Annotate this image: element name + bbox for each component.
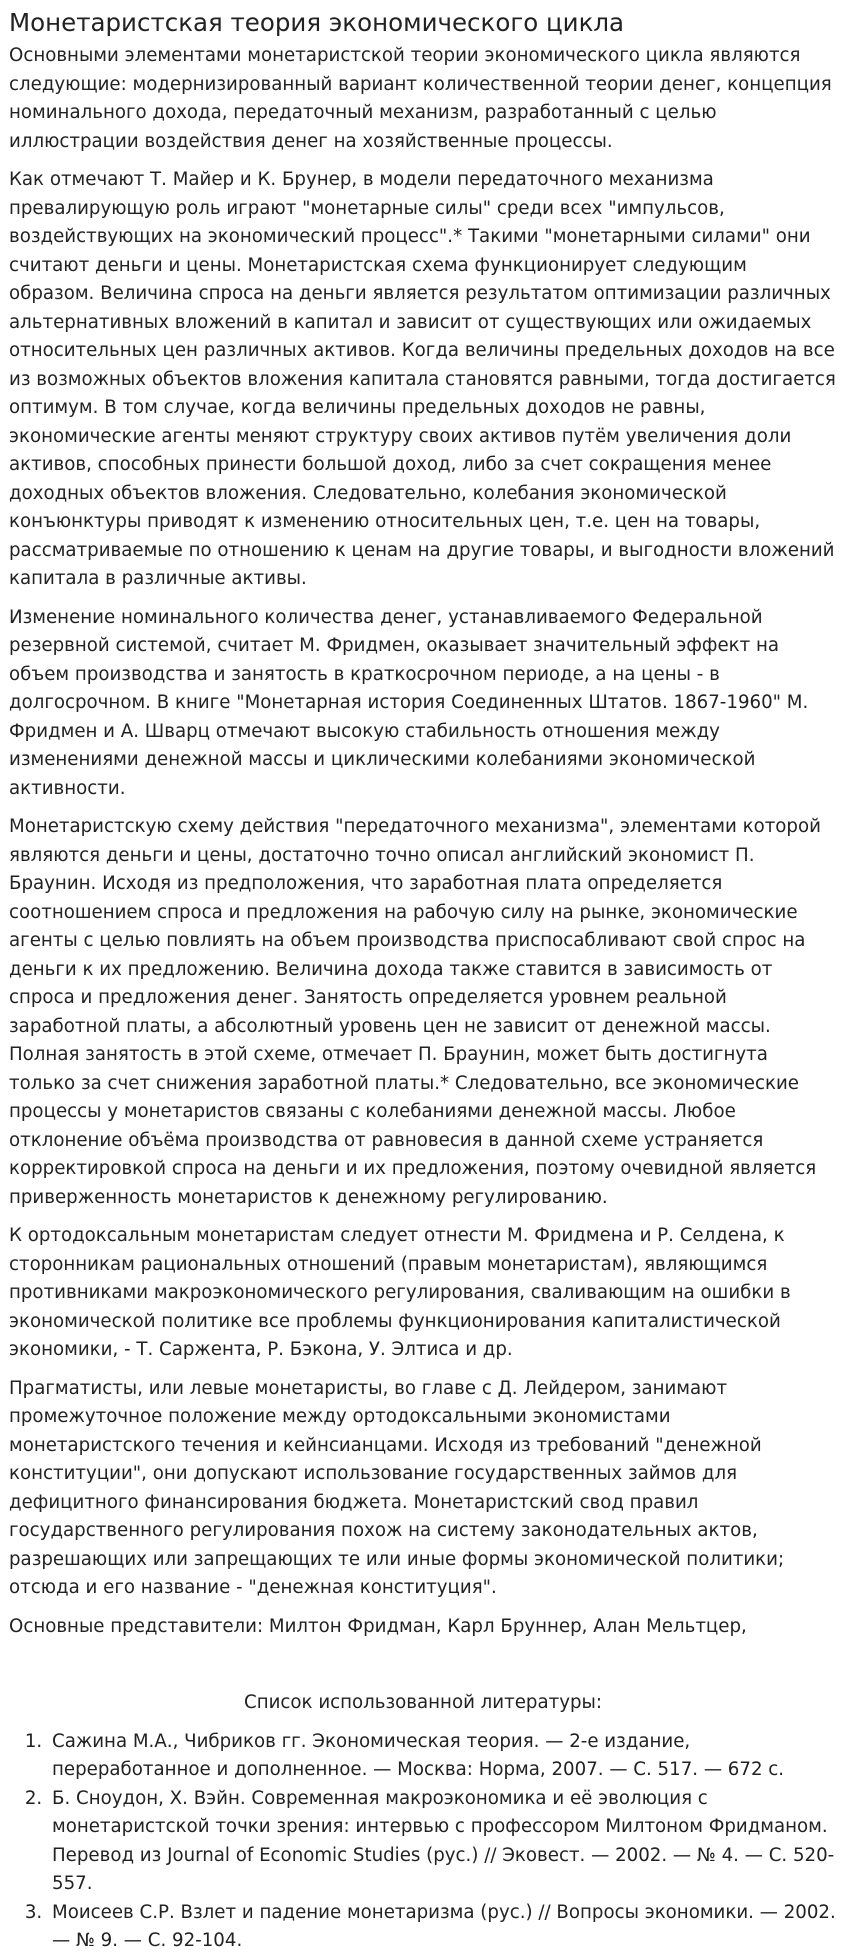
section-spacer	[9, 1651, 837, 1689]
paragraph-orthodox-monetarists: К ортодоксальным монетаристам следует отнести М. Фридмена и Р. Селдена, к сторонникам рациональных отношений (правым монетаристам), являющимся противниками макроэкономического регулирования, сваливающим на ошибки в экономической политике все проблемы функционирования капиталистической экономики, - Т. Саржента, Р. Бэкона, У. Элтиса и др.	[9, 1225, 791, 1360]
references-heading: Список использованной литературы:	[244, 1692, 602, 1713]
paragraph-pragmatists: Прагматисты, или левые монетаристы, во главе с Д. Лейдером, занимают промежуточное положение между ортодоксальными экономистами монетаристского течения и кейнсианцами. Исходя из требований "денежной конституции", они допускают использование государственных займов для дефицитного финансирования бюджета. Монетаристский свод правил государственного регулирования похож на систему законодательных актов, разрешающих или запрещающих те или иные формы экономической политики; отсюда и его название - "денежная конституция".	[9, 1377, 785, 1598]
reference-item: 2. Б. Сноудон, Х. Вэйн. Современная макроэкономика и её эволюция с монетаристской точки зрения: интервью с профессором Милтоном Фридманом. Перевод из Journal of Economic Studies (рус.) // Эковест. — 2002. — № 4. — С. 520-557.	[48, 1785, 837, 1899]
page-title: Монетаристская теория экономического цикла	[9, 8, 625, 37]
reference-item: 3. Моисеев С.Р. Взлет и падение монетаризма (рус.) // Вопросы экономики. — 2002. — № 9. — С. 92-104.	[48, 1899, 837, 1956]
paragraph-representatives: Основные представители: Милтон Фридман, Карл Бруннер, Алан Мельтцер,	[9, 1615, 747, 1637]
paragraph-brownin-scheme: Монетаристскую схему действия "передаточного механизма", элементами которой являются деньги и цены, достаточно точно описал английский экономист П. Браунин. Исходя из предположения, что заработная плата определяется соотношением спроса и предложения на рабочую силу на рынке, экономические агенты с целью повлиять на объем производства приспосабливают свой спрос на деньги к их предложению. Величина дохода также ставится в зависимость от спроса и предложения денег. Занятость определяется уровнем реальной заработной платы, а абсолютный уровень цен не зависит от денежной массы. Полная занятость в этой схеме, отмечает П. Браунин, может быть достигнута только за счет снижения заработной платы.* Следовательно, все экономические процессы у монетаристов связаны с колебаниями денежной массы. Любое отклонение объёма производства от равновесия в данной схеме устраняется корректировкой спроса на деньги и их предложения, поэтому очевидной является приверженность монетаристов к денежному регулированию.	[9, 816, 821, 1208]
references-list	[9, 1728, 837, 1956]
reference-item: 1. Сажина М.А., Чибриков гг. Экономическая теория. — 2-е издание, переработанное и дополненное. — Москва: Норма, 2007. — С. 517. — 672 с.	[48, 1728, 837, 1785]
paragraph-intro: Основными элементами монетаристской теории экономического цикла являются следующие: модернизированный вариант количественной теории денег, концепция номинального дохода, передаточный механизм, разработанный с целью иллюстрации воздействия денег на хозяйственные процессы.	[9, 45, 832, 152]
paragraph-friedman-money-supply: Изменение номинального количества денег, устанавливаемого Федеральной резервной системой, считает М. Фридмен, оказывает значительный эффект на объем производства и занятость в краткосрочном периоде, а на цены - в долгосрочном. В книге "Монетарная история Соединенных Штатов. 1867-1960" М. Фридмен и А. Шварц отмечают высокую стабильность отношения между изменениями денежной массы и циклическими колебаниями экономической активности.	[9, 606, 809, 799]
paragraph-transmission-mechanism: Как отмечают Т. Майер и К. Брунер, в модели передаточного механизма превалирующую роль играют "монетарные силы" среди всех "импульсов, воздействующих на экономический процесс".* Такими "монетарными силами" они считают деньги и цены. Монетаристская схема функционирует следующим образом. Величина спроса на деньги является результатом оптимизации различных альтернативных вложений в капитал и зависит от существующих или ожидаемых относительных цен различных активов. Когда величины предельных доходов на все из возможных объектов вложения капитала становятся равными, тогда достигается оптимум. В том случае, когда величины предельных доходов не равны, экономические агенты меняют структуру своих активов путём увеличения доли активов, способных принести большой доход, либо за счет сокращения менее доходных объектов вложения. Следовательно, колебания экономической конъюнктуры приводят к изменению относительных цен, т.е. цен на товары, рассматриваемые по отношению к ценам на другие товары, и выгодности вложений капитала в различные активы.	[9, 169, 836, 589]
